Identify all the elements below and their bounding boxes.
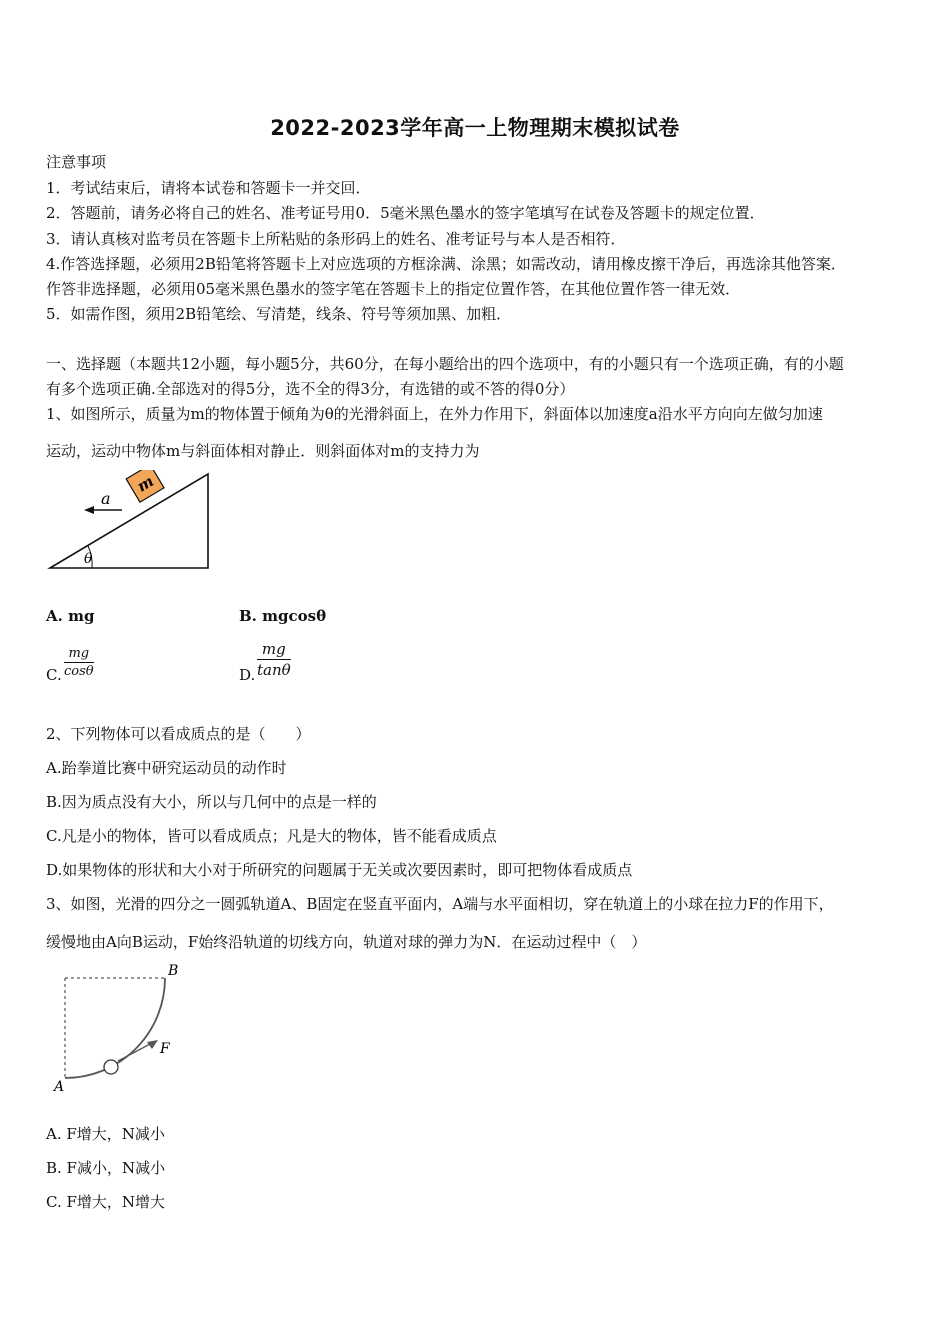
q3-option-b: B. F减小，N减小	[46, 1159, 166, 1177]
notice-item-4: 4.作答选择题，必须用2B铅笔将答题卡上对应选项的方框涂满、涂黑；如需改动，请用橡皮擦干净后，再选涂其他答案．	[46, 255, 846, 273]
section-heading-line1: 一、选择题（本题共12小题，每小题5分，共60分，在每小题给出的四个选项中，有的小题只有一个选项正确，有的小题	[46, 355, 844, 373]
q1-option-c-denominator: cosθ	[64, 664, 94, 679]
notice-item-1: 1．考试结束后，请将本试卷和答题卡一并交回．	[46, 179, 371, 197]
notice-item-3: 3．请认真核对监考员在答题卡上所粘贴的条形码上的姓名、准考证号与本人是否相符．	[46, 230, 626, 248]
incline-figure	[40, 470, 220, 575]
force-label: F	[160, 1041, 170, 1057]
q1-stem-line2: 运动，运动中物体m与斜面体相对静止．则斜面体对m的支持力为	[46, 442, 480, 460]
ball	[104, 1060, 118, 1074]
force-arrow	[118, 1043, 152, 1061]
notice-item-4-cont: 作答非选择题，必须用05毫米黑色墨水的签字笔在答题卡上的指定位置作答，在其他位置作答一律无效．	[46, 280, 741, 298]
q1-option-d-label: D.	[239, 666, 256, 684]
arc-track-figure	[48, 958, 188, 1098]
section-heading-line2: 有多个选项正确.全部选对的得5分，选不全的得3分，有选错的或不答的得0分）	[46, 380, 575, 398]
incline-triangle	[50, 474, 208, 568]
block-m	[126, 470, 164, 502]
notice-item-2: 2．答题前，请务必将自己的姓名、准考证号用0．5毫米黑色墨水的签字笔填写在试卷及答题卡的规定位置．	[46, 204, 765, 222]
q2-option-c: C.凡是小的物体，皆可以看成质点；凡是大的物体，皆不能看成质点	[46, 827, 497, 845]
angle-label: θ	[84, 551, 93, 567]
q1-stem-line1: 1、如图所示，质量为m的物体置于倾角为θ的光滑斜面上，在外力作用下，斜面体以加速度a沿水平方向向左做匀加速	[46, 405, 823, 423]
q3-option-a: A. F增大，N减小	[46, 1125, 165, 1143]
notice-heading: 注意事项	[46, 153, 107, 171]
q1-option-d-fraction	[257, 640, 291, 679]
accel-arrowhead	[84, 506, 94, 514]
notice-item-5: 5．如需作图，须用2B铅笔绘、写清楚，线条、符号等须加黑、加粗．	[46, 305, 512, 323]
page-title: 2022-2023学年高一上物理期末模拟试卷	[270, 116, 680, 140]
q2-option-a: A.跆拳道比赛中研究运动员的动作时	[46, 759, 287, 777]
q1-option-d-denominator: tanθ	[257, 661, 291, 679]
q2-stem: 2、下列物体可以看成质点的是（ ）	[46, 725, 311, 743]
q1-option-c-label: C.	[46, 666, 62, 684]
q3-stem-line1: 3、如图，光滑的四分之一圆弧轨道A、B固定在竖直平面内，A端与水平面相切，穿在轨道上的小球在拉力F的作用下，	[46, 895, 834, 913]
q1-option-a: A. mg	[46, 607, 95, 625]
accel-label: a	[101, 489, 111, 508]
q2-option-d: D.如果物体的形状和大小对于所研究的问题属于无关或次要因素时，即可把物体看成质点	[46, 861, 633, 879]
point-b-label: B	[168, 963, 179, 979]
q1-option-c-numerator: mg	[64, 646, 94, 663]
block-label: m	[133, 472, 157, 496]
q2-option-b: B.因为质点没有大小，所以与几何中的点是一样的	[46, 793, 377, 811]
q1-option-c-fraction	[64, 646, 94, 679]
point-a-label: A	[54, 1079, 65, 1095]
q3-stem-line2: 缓慢地由A向B运动，F始终沿轨道的切线方向，轨道对球的弹力为N．在运动过程中（ ）	[46, 933, 647, 951]
q1-option-d-numerator: mg	[257, 640, 291, 660]
q1-option-b: B. mgcosθ	[239, 607, 327, 625]
q3-option-c: C. F增大，N增大	[46, 1193, 166, 1211]
